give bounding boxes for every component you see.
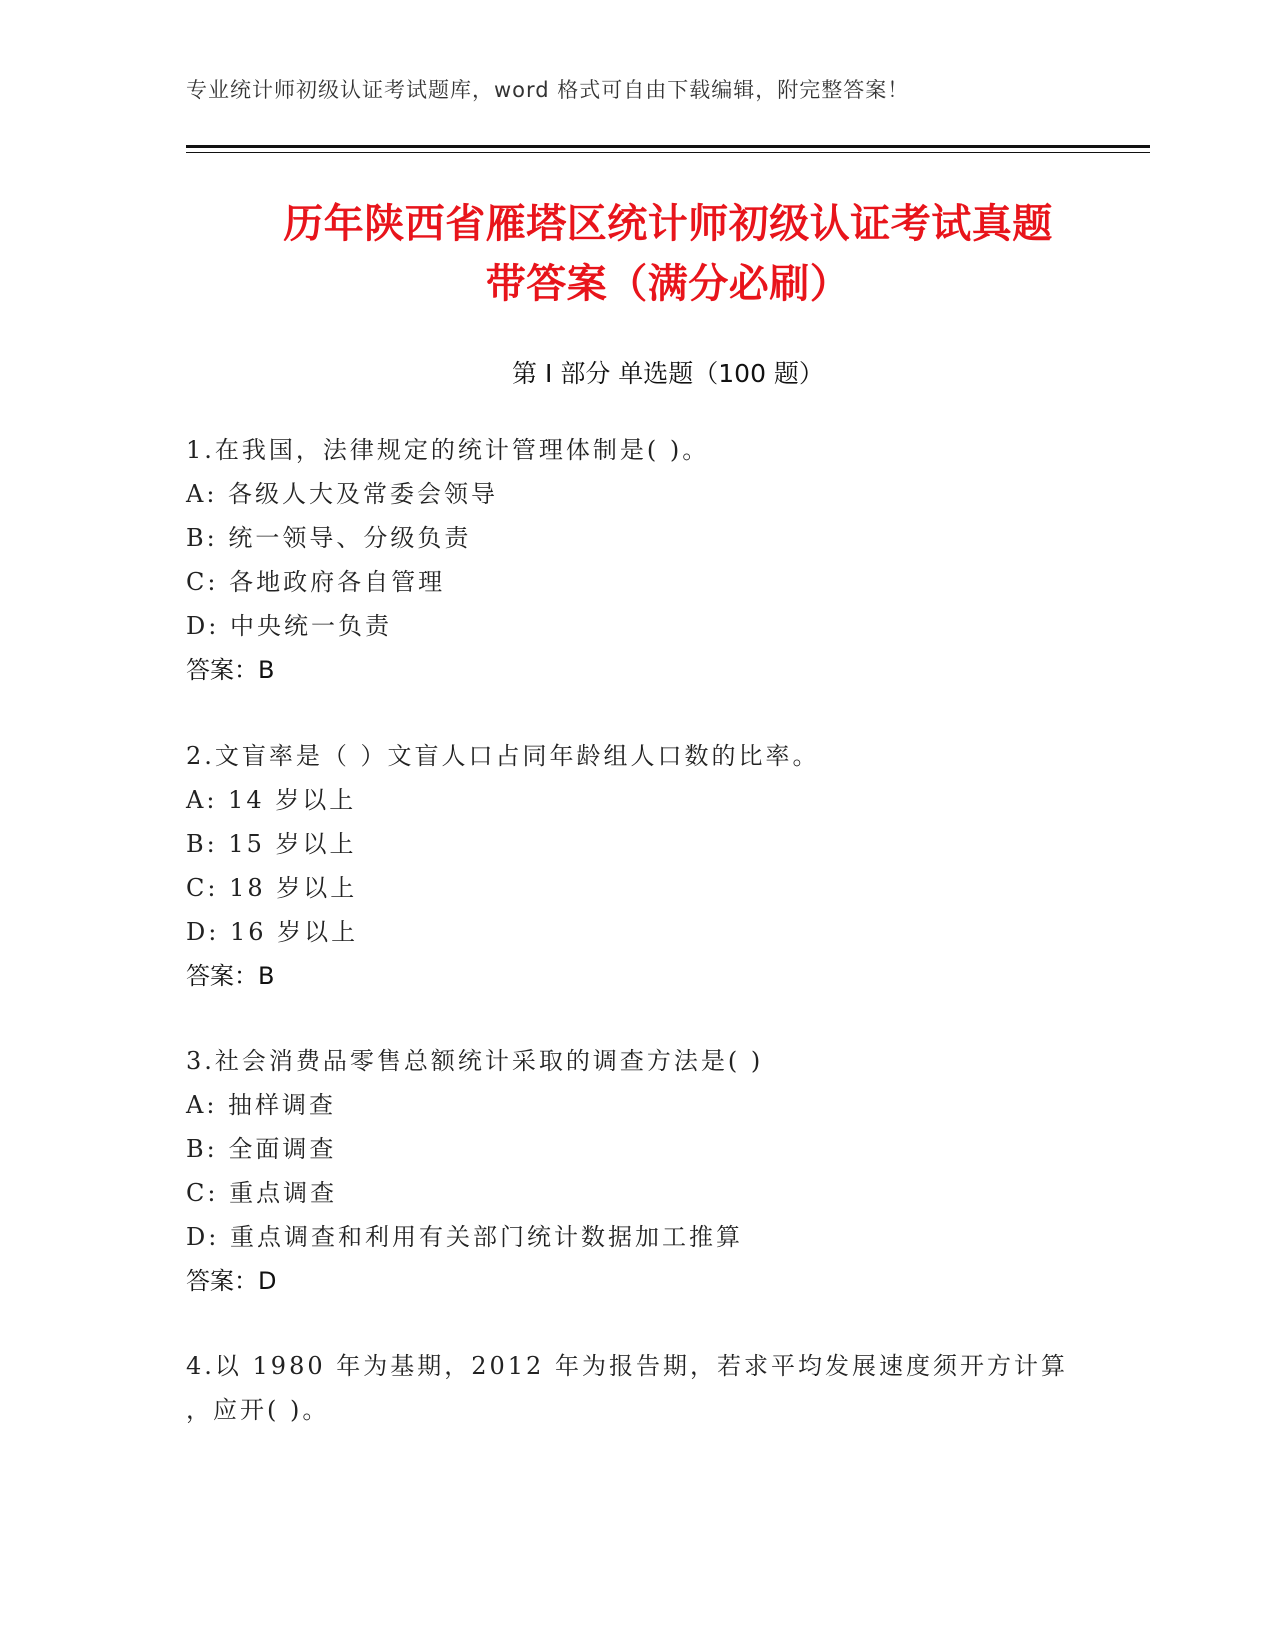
- question-4-stem-line-2: ，应开( )。: [186, 1396, 330, 1424]
- question-1-answer: 答案：B: [186, 656, 275, 684]
- question-1-stem: 1.在我国，法律规定的统计管理体制是( )。: [186, 436, 710, 464]
- question-2-option-d: D: 16 岁以上: [186, 918, 359, 946]
- question-2-option-c: C: 18 岁以上: [186, 874, 358, 902]
- header-rule-thin: [186, 152, 1150, 153]
- question-1-option-d: D: 中央统一负责: [186, 612, 392, 640]
- document-title: [186, 194, 1150, 314]
- header-rule-thick: [186, 145, 1150, 148]
- question-3-option-a: A: 抽样调查: [186, 1091, 337, 1119]
- question-2-option-b: B: 15 岁以上: [186, 830, 357, 858]
- question-3-option-b: B: 全面调查: [186, 1135, 337, 1163]
- question-2-answer: 答案：B: [186, 962, 275, 990]
- question-1-option-b: B: 统一领导、分级负责: [186, 524, 472, 552]
- question-3-answer: 答案：D: [186, 1267, 277, 1295]
- document-title-line-2: 带答案（满分必刷）: [485, 261, 851, 307]
- document-title-line-1: 历年陕西省雁塔区统计师初级认证考试真题: [283, 201, 1053, 247]
- question-3-option-c: C: 重点调查: [186, 1179, 338, 1207]
- question-1-option-a: A: 各级人大及常委会领导: [186, 480, 499, 508]
- question-3-stem: 3.社会消费品零售总额统计采取的调查方法是( ): [186, 1047, 764, 1075]
- section-title: 第 I 部分 单选题（100 题）: [512, 359, 824, 388]
- header-note: 专业统计师初级认证考试题库，word 格式可自由下载编辑，附完整答案！: [186, 78, 910, 102]
- question-2-option-a: A: 14 岁以上: [186, 786, 357, 814]
- question-3-option-d: D: 重点调查和利用有关部门统计数据加工推算: [186, 1223, 743, 1251]
- question-1-option-c: C: 各地政府各自管理: [186, 568, 446, 596]
- question-2-stem: 2.文盲率是（ ）文盲人口占同年龄组人口数的比率。: [186, 742, 820, 770]
- question-4-stem-line-1: 4.以 1980 年为基期，2012 年为报告期，若求平均发展速度须开方计算: [186, 1352, 1068, 1380]
